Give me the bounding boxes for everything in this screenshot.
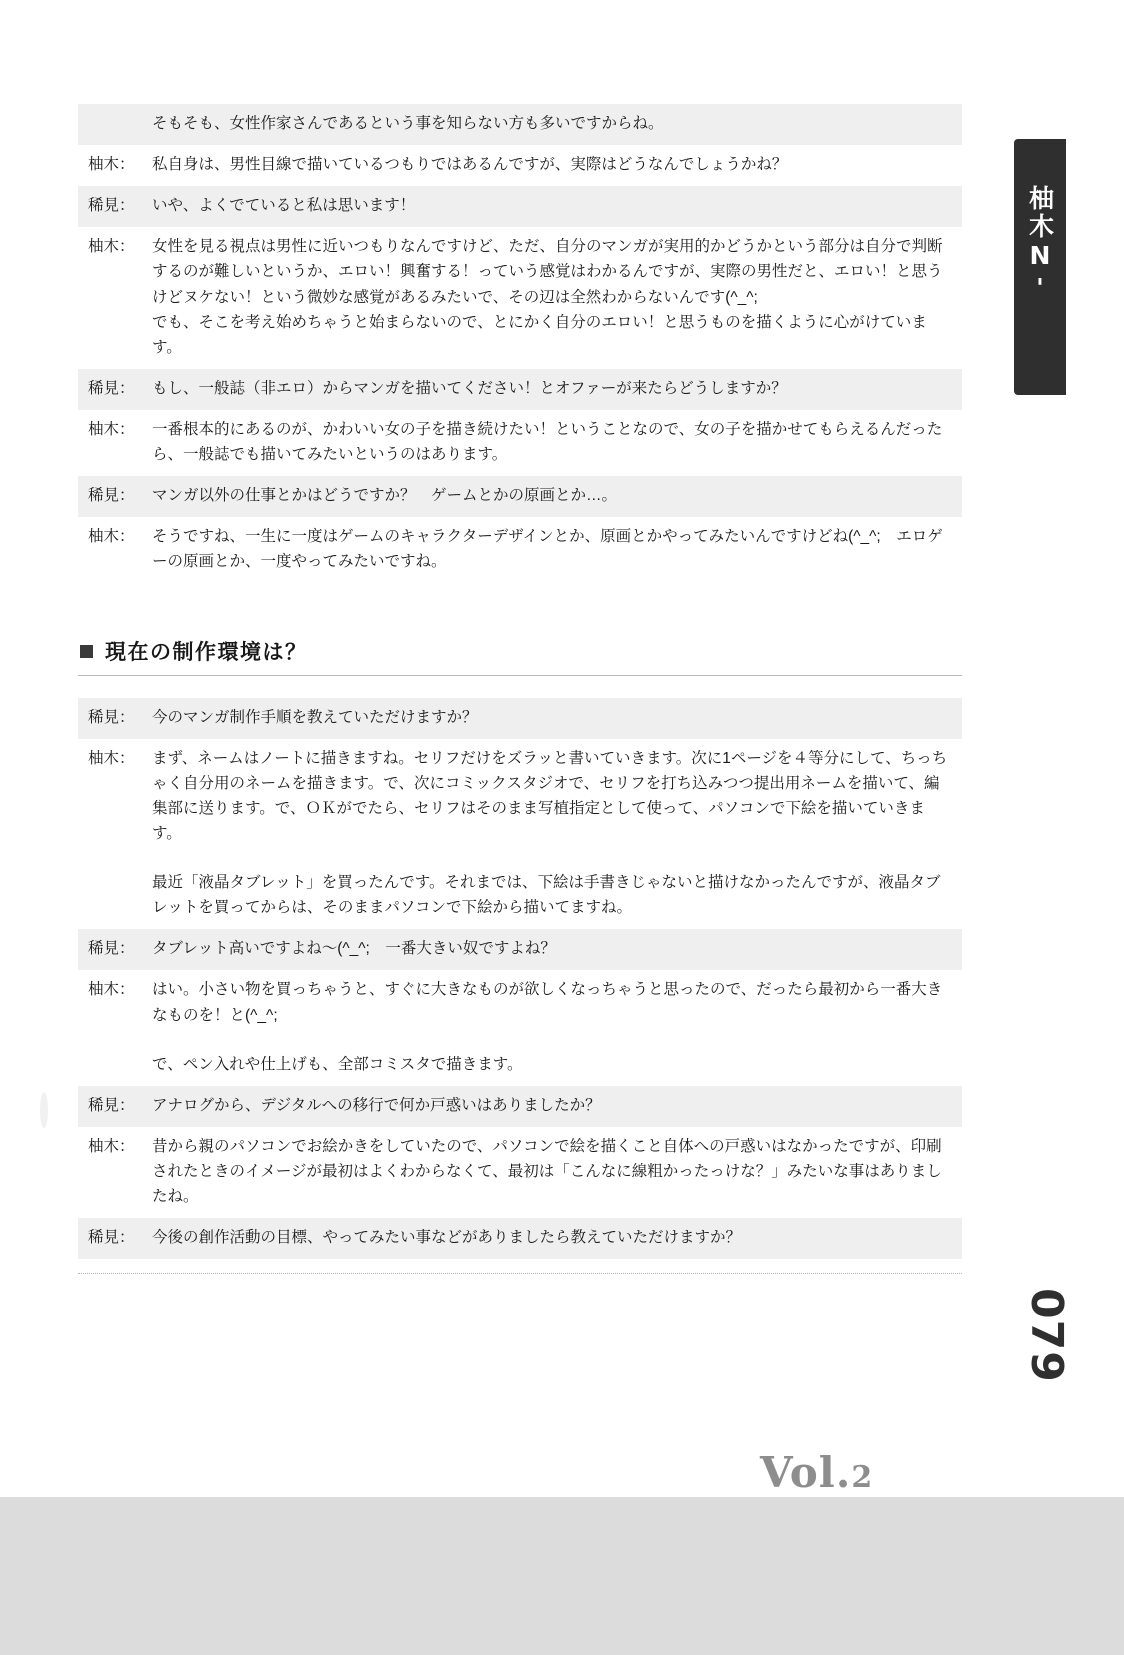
speaker-label: 柚木： xyxy=(88,1137,135,1155)
utterance xyxy=(152,524,952,574)
utterance-paragraph: マンガ以外の仕事とかはどうですか？ ゲームとかの原画とか…。 xyxy=(152,487,618,505)
utterance xyxy=(152,152,952,177)
section-title: 現在の制作環境は？ xyxy=(105,639,308,664)
speaker-label: 稀見： xyxy=(88,708,135,726)
dialogue-row xyxy=(78,1218,962,1259)
speaker-label: 柚木： xyxy=(88,420,135,438)
dialogue-row xyxy=(78,369,962,410)
utterance-paragraph: 今後の創作活動の目標、やってみたい事などがありましたら教えていただけますか？ xyxy=(152,1229,742,1247)
volume-label xyxy=(760,1448,873,1497)
utterance xyxy=(152,193,952,218)
dialogue-row xyxy=(78,410,962,476)
utterance-paragraph: そもそも、女性作家さんであるという事を知らない方も多いですからね。 xyxy=(152,115,664,132)
utterance xyxy=(152,483,952,508)
edge-smudge xyxy=(40,1092,48,1128)
utterance xyxy=(152,705,952,730)
dialogue-row xyxy=(78,1127,962,1218)
utterance xyxy=(152,234,952,360)
utterance xyxy=(152,1134,952,1209)
volume-number: 2 xyxy=(851,1460,874,1495)
speaker-label: 稀見： xyxy=(88,487,135,505)
dialogue-row xyxy=(78,476,962,517)
utterance xyxy=(152,746,952,921)
footer-band xyxy=(0,1497,1124,1655)
volume-text: Vol. xyxy=(760,1448,852,1497)
utterance-paragraph: で、ペン入れや仕上げも、全部コミスタで描きます。 xyxy=(152,1055,523,1073)
speaker-label: 稀見： xyxy=(88,197,135,215)
utterance-paragraph: 最近「液晶タブレット」を買ったんです。それまでは、下絵は手書きじゃないと描けなかったんですが、液晶タブレットを買ってからは、そのままパソコンで下絵から描いてますね。 xyxy=(152,874,941,917)
dialogue-row xyxy=(78,186,962,227)
utterance-paragraph: 私自身は、男性目線で描いているつもりではあるんですが、実際はどうなんでしょうかね？ xyxy=(152,156,788,174)
dialogue-row xyxy=(78,227,962,369)
spacer xyxy=(78,676,962,698)
square-bullet-icon xyxy=(80,645,93,658)
utterance-paragraph: そうですね、一生に一度はゲームのキャラクターデザインとか、原画とかやってみたいんですけどね(^_^; エロゲーの原画とか、一度やってみたいですね。 xyxy=(152,528,943,571)
chapter-side-tab-label: 柚木N' xyxy=(1025,185,1055,305)
utterance-paragraph: タブレット高いですよね〜(^_^; 一番大きい奴ですよね？ xyxy=(152,940,556,958)
utterance xyxy=(152,977,952,1076)
speaker-label: 柚木： xyxy=(88,528,135,546)
utterance-paragraph: でも、そこを考え始めちゃうと始まらないので、とにかく自分のエロい！と思うものを描くように心がけています。 xyxy=(152,313,927,356)
speaker-label: 柚木： xyxy=(88,156,135,174)
page-number: 079 xyxy=(1021,1288,1072,1383)
speaker-label: 柚木： xyxy=(88,238,135,256)
dialogue-block-bottom xyxy=(78,698,962,1260)
speaker-label: 柚木： xyxy=(88,981,135,999)
dialogue-row xyxy=(78,698,962,739)
dialogue-row xyxy=(78,929,962,970)
utterance-paragraph: 一番根本的にあるのが、かわいい女の子を描き続けたい！ということなので、女の子を描かせてもらえるんだったら、一般誌でも描いてみたいというのはあります。 xyxy=(152,420,943,464)
utterance-paragraph: いや、よくでていると私は思います！ xyxy=(152,197,416,215)
utterance xyxy=(152,1093,952,1118)
dialogue-row xyxy=(78,970,962,1085)
utterance xyxy=(152,417,952,467)
utterance xyxy=(152,1225,952,1250)
speaker-label: 稀見： xyxy=(88,1229,135,1247)
utterance-paragraph: アナログから、デジタルへの移行で何か戸惑いはありましたか？ xyxy=(152,1096,601,1114)
utterance-paragraph: はい。小さい物を買っちゃうと、すぐに大きなものが欲しくなっちゃうと思ったので、だったら最初から一番大きなものを！と(^_^; xyxy=(152,981,943,1024)
dialogue-row xyxy=(78,517,962,583)
section-heading xyxy=(78,636,962,666)
utterance xyxy=(152,376,952,401)
utterance xyxy=(152,936,952,961)
speaker-label: 稀見： xyxy=(88,1096,135,1114)
speaker-label: 柚木： xyxy=(88,749,135,767)
utterance-paragraph: もし、一般誌（非エロ）からマンガを描いてください！とオファーが来たらどうしますか？ xyxy=(152,379,787,397)
utterance-paragraph: まず、ネームはノートに描きますね。セリフだけをズラッと書いていきます。次に1ページを４等分にして、ちっちゃく自分用のネームを描きます。で、次にコミックスタジオで、セリフを打ち込みつつ提出用ネームを描いて、編集部に送ります。で、ＯＫがでたら、セリフはそのまま写植指定として使って、パソコンで下絵を描いていきます。 xyxy=(152,749,948,842)
dialogue-row xyxy=(78,1086,962,1127)
chapter-side-tab xyxy=(1014,139,1066,395)
dialogue-row xyxy=(78,145,962,186)
speaker-label: 稀見： xyxy=(88,379,135,397)
dialogue-row xyxy=(78,739,962,930)
utterance-paragraph: 女性を見る視点は男性に近いつもりなんですけど、ただ、自分のマンガが実用的かどうかという部分は自分で判断するのが難しいというか、エロい！興奮する！っていう感覚はわかるんですが、実際の男性だと、エロい！と思うけどヌケない！という微妙な感覚があるみたいで、その辺は全然わからないんです(^_^; xyxy=(152,238,943,306)
utterance xyxy=(152,111,952,136)
bottom-dotted-divider xyxy=(78,1273,962,1274)
utterance-paragraph: 昔から親のパソコンでお絵かきをしていたので、パソコンで絵を描くこと自体への戸惑いはなかったですが、印刷されたときのイメージが最初はよくわからなくて、最初は「こんなに線粗かったっけな？」みたいな事はありましたね。 xyxy=(152,1137,942,1206)
dialogue-block-top xyxy=(78,104,962,584)
dialogue-row xyxy=(78,104,962,145)
speaker-label: 稀見： xyxy=(88,940,135,958)
article-content xyxy=(78,104,962,1274)
utterance-paragraph: 今のマンガ制作手順を教えていただけますか？ xyxy=(152,708,478,726)
